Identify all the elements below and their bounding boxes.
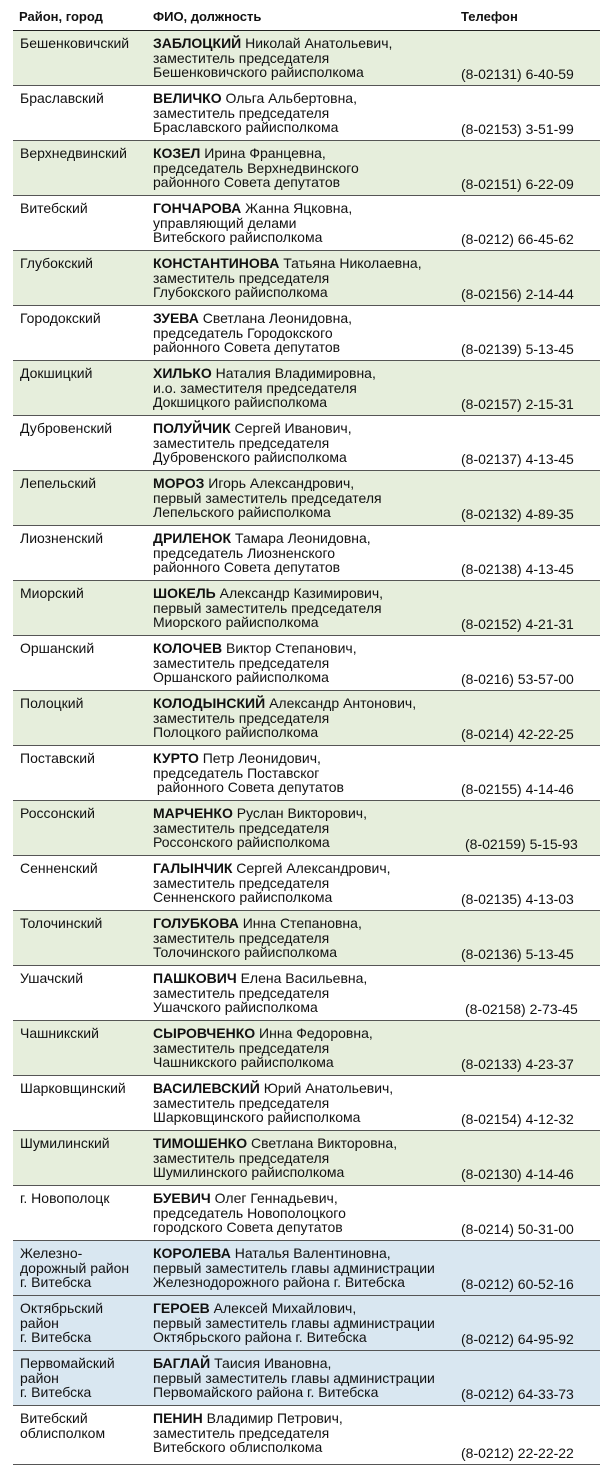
official-cell (153, 806, 483, 850)
table-row (13, 31, 600, 86)
position-line-1: заместитель председателя (153, 1039, 330, 1056)
phone-number: (8-02153) 3-51-99 (461, 120, 574, 137)
official-surname: ГЕРОЕВ (153, 1300, 210, 1316)
area-name (20, 421, 148, 436)
official-cell (153, 1081, 483, 1125)
official-surname: ГОЛУБКОВА (153, 915, 239, 931)
position-line-1: первый заместитель главы администрации (153, 1314, 435, 1331)
official-cell (153, 861, 483, 905)
area-name-line: Сенненский (20, 860, 98, 876)
phone-number: (8-02152) 4-21-31 (461, 615, 574, 632)
official-name (153, 1136, 483, 1151)
official-given-names: Светлана Викторовна, (247, 1135, 398, 1151)
position-line-1: первый заместитель главы администрации (153, 1369, 435, 1386)
table-row (13, 1351, 600, 1406)
official-cell (153, 311, 483, 355)
table-row (13, 911, 600, 966)
official-given-names: Александр Казимирович, (215, 585, 384, 601)
area-name (20, 1246, 148, 1290)
official-name (153, 1301, 483, 1316)
position-line-1: и.о. заместителя председателя (153, 379, 357, 396)
official-surname: ГАЛЫНЧИК (153, 860, 233, 876)
official-name (153, 641, 483, 656)
official-surname: ХИЛЬКО (153, 365, 212, 381)
phone-number: (8-02135) 4-13-03 (461, 890, 574, 907)
area-name-line: Глубокский (20, 255, 93, 271)
official-given-names: Светлана Леонидовна, (198, 310, 352, 326)
position-line-2: городского Совета депутатов (153, 1219, 343, 1235)
phone-number: (8-02133) 4-23-37 (461, 1055, 574, 1072)
table-row (13, 1241, 600, 1296)
official-given-names: Сергей Александрович, (232, 860, 391, 876)
official-surname: КОЛОДЫНСКИЙ (153, 695, 266, 711)
position-line-2: Россонского райисполкома (153, 834, 330, 850)
official-surname: ПАШКОВИЧ (153, 970, 237, 986)
area-name (20, 696, 148, 711)
official-given-names: Таисия Ивановна, (210, 1355, 332, 1371)
official-name (153, 586, 483, 601)
area-name (20, 1136, 148, 1151)
area-name-line: Дубровенский (20, 420, 113, 436)
area-name-line: г. Витебска (20, 1329, 92, 1345)
position-line-2: Сенненского райисполкома (153, 889, 333, 905)
phone-number: (8-02132) 4-89-35 (461, 505, 574, 522)
contacts-table (13, 0, 600, 1465)
phone-number: (8-02159) 5-15-93 (465, 835, 578, 852)
official-surname: КОНСТАНТИНОВА (153, 255, 280, 271)
position-line-1: заместитель председателя (153, 434, 330, 451)
phone-number: (8-02136) 5-13-45 (461, 945, 574, 962)
area-name-line: Поставский (20, 750, 95, 766)
official-cell (153, 91, 483, 135)
area-name-line: район (20, 1369, 59, 1386)
official-surname: ГОНЧАРОВА (153, 200, 242, 216)
table-row (13, 526, 600, 581)
official-given-names: Алексей Михайлович, (209, 1300, 357, 1316)
table-row (13, 636, 600, 691)
phone-number: (8-02130) 4-14-46 (461, 1165, 574, 1182)
area-name-line: Миорский (20, 585, 84, 601)
area-name-line: Оршанский (20, 640, 95, 656)
area-name (20, 641, 148, 656)
area-name-line: Шумилинский (20, 1135, 110, 1151)
official-given-names: Елена Васильевна, (236, 970, 368, 986)
area-name (20, 971, 148, 986)
official-surname: БУЕВИЧ (153, 1190, 211, 1206)
position-line-2: районного Совета депутатов (153, 174, 341, 190)
area-name (20, 201, 148, 216)
official-cell (153, 1246, 483, 1290)
position-line-1: председатель Лиозненского (153, 544, 336, 561)
official-name (153, 1356, 483, 1371)
official-surname: ВЕЛИЧКО (153, 90, 222, 106)
area-name (20, 1301, 148, 1345)
position-line-2: Докшицкого райисполкома (153, 394, 328, 410)
table-row (13, 86, 600, 141)
phone-number: (8-02138) 4-13-45 (461, 560, 574, 577)
official-name (153, 476, 483, 491)
official-name (153, 201, 483, 216)
official-name (153, 256, 483, 271)
phone-number: (8-02158) 2-73-45 (465, 1000, 578, 1017)
official-cell (153, 256, 483, 300)
table-row (13, 966, 600, 1021)
phone-number: (8-02156) 2-14-44 (461, 285, 574, 302)
official-cell (153, 36, 483, 80)
official-cell (153, 916, 483, 960)
official-surname: СЫРОВЧЕНКО (153, 1025, 256, 1041)
official-name (153, 1246, 483, 1261)
area-name-line: Первомайский (20, 1355, 115, 1371)
official-surname: ДРИЛЕНОК (153, 530, 232, 546)
official-cell (153, 1136, 483, 1180)
phone-number: (8-0212) 64-33-73 (461, 1385, 574, 1402)
area-name-line: Городокский (20, 310, 101, 326)
table-row (13, 141, 600, 196)
area-name-line: облисполком (20, 1424, 106, 1441)
position-line-2: Шумилинского райисполкома (153, 1164, 345, 1180)
table-row (13, 746, 600, 801)
position-line-2: Первомайского района г. Витебска (153, 1384, 379, 1400)
position-line-1: заместитель председателя (153, 1424, 330, 1441)
official-given-names: Татьяна Николаевна, (279, 255, 422, 271)
official-surname: МОРОЗ (153, 475, 205, 491)
official-cell (153, 971, 483, 1015)
position-line-2: Миорского райисполкома (153, 614, 319, 630)
official-cell (153, 421, 483, 465)
official-cell (153, 1411, 483, 1455)
position-line-2: Полоцкого райисполкома (153, 724, 319, 740)
area-name (20, 1191, 148, 1206)
official-name (153, 366, 483, 381)
area-name-line: Октябрьский (20, 1300, 104, 1316)
area-name-line: Полоцкий (20, 695, 84, 711)
official-surname: МАРЧЕНКО (153, 805, 233, 821)
position-line-2: Октябрьского района г. Витебска (153, 1329, 367, 1345)
official-name (153, 1411, 483, 1426)
official-cell (153, 1301, 483, 1345)
area-name-line: Ушачский (20, 970, 84, 986)
area-name (20, 1411, 148, 1440)
phone-number: (8-02155) 4-14-46 (461, 780, 574, 797)
position-line-1: первый заместитель главы администрации (153, 1259, 435, 1276)
position-line-2: Бешенковичского райисполкома (153, 64, 364, 80)
area-name (20, 476, 148, 491)
area-name-line: Докшицкий (20, 365, 93, 381)
table-row (13, 1076, 600, 1131)
official-name (153, 916, 483, 931)
official-given-names: Инна Федоровна, (255, 1025, 373, 1041)
table-row (13, 251, 600, 306)
official-name (153, 311, 483, 326)
official-cell (153, 1191, 483, 1235)
area-name-line: район (20, 1314, 59, 1331)
official-cell (153, 531, 483, 575)
table-row (13, 801, 600, 856)
official-surname: ТИМОШЕНКО (153, 1135, 248, 1151)
official-surname: БАГЛАЙ (153, 1355, 211, 1371)
official-given-names: Ирина Францевна, (200, 145, 326, 161)
position-line-2: Дубровенского райисполкома (153, 449, 347, 465)
area-name-line: Витебский (20, 200, 88, 216)
phone-number: (8-0214) 42-22-25 (461, 725, 574, 742)
area-name (20, 311, 148, 326)
position-line-1: заместитель председателя (153, 49, 330, 66)
official-cell (153, 201, 483, 245)
official-surname: КОРОЛЕВА (153, 1245, 231, 1261)
position-line-1: председатель Поставског (153, 764, 320, 781)
official-given-names: Тамара Леонидовна, (231, 530, 371, 546)
area-name (20, 916, 148, 931)
position-line-1: заместитель председателя (153, 819, 330, 836)
official-name (153, 1026, 483, 1041)
area-name-line: г. Витебска (20, 1274, 92, 1290)
position-line-1: председатель Верхнедвинского (153, 159, 359, 176)
official-cell (153, 641, 483, 685)
area-name (20, 91, 148, 106)
position-line-1: председатель Городокского (153, 324, 333, 341)
area-name (20, 36, 148, 51)
table-row (13, 1406, 600, 1465)
official-surname: ПЕНИН (153, 1410, 203, 1426)
table-row (13, 856, 600, 911)
header-phone: Телефон (461, 9, 518, 24)
area-name-line: Толочинский (20, 915, 103, 931)
official-name (153, 861, 483, 876)
position-line-1: заместитель председателя (153, 874, 330, 891)
position-line-1: заместитель председателя (153, 929, 330, 946)
phone-number: (8-0212) 60-52-16 (461, 1275, 574, 1292)
position-line-2: Ушачского райисполкома (153, 999, 318, 1015)
official-cell (153, 586, 483, 630)
area-name-line: Шарковщинский (20, 1080, 126, 1096)
area-name-line: Верхнедвинский (20, 145, 127, 161)
position-line-1: заместитель председателя (153, 709, 330, 726)
phone-number: (8-0212) 64-95-92 (461, 1330, 574, 1347)
official-name (153, 421, 483, 436)
official-cell (153, 696, 483, 740)
phone-number: (8-0212) 22-22-22 (461, 1444, 574, 1461)
official-given-names: Юрий Анатольевич, (259, 1080, 394, 1096)
table-row (13, 361, 600, 416)
position-line-2: районного Совета депутатов (153, 559, 341, 575)
official-cell (153, 1356, 483, 1400)
position-line-2: районного Совета депутатов (153, 339, 341, 355)
official-name (153, 971, 483, 986)
position-line-1: первый заместитель председателя (153, 489, 382, 506)
area-name-line: Лиозненский (20, 530, 104, 546)
official-name (153, 1081, 483, 1096)
official-given-names: Владимир Петрович, (202, 1410, 343, 1426)
phone-number: (8-02151) 6-22-09 (461, 175, 574, 192)
official-given-names: Руслан Викторович, (232, 805, 367, 821)
area-name-line: Витебский (20, 1410, 88, 1426)
position-line-1: заместитель председателя (153, 1149, 330, 1166)
official-surname: КУРТО (153, 750, 199, 766)
header-name: ФИО, должность (153, 9, 262, 24)
official-given-names: Игорь Александрович, (204, 475, 355, 491)
area-name (20, 1356, 148, 1400)
area-name (20, 366, 148, 381)
official-name (153, 36, 483, 51)
official-surname: ЗУЕВА (153, 310, 199, 326)
official-name (153, 696, 483, 711)
official-cell (153, 146, 483, 190)
area-name-line: Россонский (20, 805, 95, 821)
phone-number: (8-0216) 53-57-00 (461, 670, 574, 687)
official-given-names: Ольга Альбертовна, (221, 90, 357, 106)
area-name (20, 751, 148, 766)
area-name-line: г. Новополоцк (20, 1190, 110, 1206)
area-name (20, 1081, 148, 1096)
official-name (153, 1191, 483, 1206)
area-name (20, 146, 148, 161)
official-cell (153, 751, 483, 795)
position-line-1: председатель Новополоцкого (153, 1204, 346, 1221)
position-line-2: Витебского райисполкома (153, 229, 323, 245)
position-line-2: Оршанского райисполкома (153, 669, 329, 685)
official-surname: КОЗЕЛ (153, 145, 201, 161)
area-name-line: г. Витебска (20, 1384, 92, 1400)
official-name (153, 91, 483, 106)
area-name (20, 861, 148, 876)
official-cell (153, 366, 483, 410)
position-line-2: Шарковщинского райисполкома (153, 1109, 361, 1125)
area-name (20, 586, 148, 601)
position-line-2: Лепельского райисполкома (153, 504, 331, 520)
official-given-names: Виктор Степанович, (222, 640, 357, 656)
official-surname: ШОКЕЛЬ (153, 585, 216, 601)
official-given-names: Олег Геннадьевич, (210, 1190, 338, 1206)
official-given-names: Наталья Валентиновна, (230, 1245, 391, 1261)
table-row (13, 1186, 600, 1241)
position-line-1: первый заместитель председателя (153, 599, 382, 616)
official-name (153, 146, 483, 161)
area-name-line: Лепельский (20, 475, 97, 491)
position-line-1: заместитель председателя (153, 984, 330, 1001)
area-name (20, 1026, 148, 1041)
official-given-names: Жанна Яцковна, (241, 200, 353, 216)
table-row (13, 691, 600, 746)
header-area: Район, город (19, 9, 103, 24)
table-row (13, 1296, 600, 1351)
position-line-2: Железнодорожного района г. Витебска (153, 1274, 405, 1290)
phone-number: (8-02139) 5-13-45 (461, 340, 574, 357)
position-line-2: Витебского облисполкома (153, 1439, 323, 1455)
official-name (153, 531, 483, 546)
phone-number: (8-0214) 50-31-00 (461, 1220, 574, 1237)
table-body (13, 31, 600, 1465)
position-line-2: Чашникского райисполкома (153, 1054, 334, 1070)
official-surname: ЗАБЛОЦКИЙ (153, 35, 242, 51)
area-name (20, 256, 148, 271)
position-line-1: заместитель председателя (153, 104, 330, 121)
official-given-names: Сергей Иванович, (230, 420, 352, 436)
table-row (13, 306, 600, 361)
area-name-line: Браславский (20, 90, 104, 106)
table-row (13, 416, 600, 471)
official-given-names: Николай Анатольевич, (241, 35, 393, 51)
table-header (13, 0, 600, 31)
position-line-2: районного Совета депутатов (153, 779, 344, 795)
area-name (20, 531, 148, 546)
phone-number: (8-0212) 66-45-62 (461, 230, 574, 247)
area-name-line: Чашникский (20, 1025, 99, 1041)
area-name (20, 806, 148, 821)
official-given-names: Петр Леонидович, (198, 750, 321, 766)
position-line-1: заместитель председателя (153, 1094, 330, 1111)
table-row (13, 471, 600, 526)
table-row (13, 581, 600, 636)
position-line-1: заместитель председателя (153, 654, 330, 671)
phone-number: (8-02154) 4-12-32 (461, 1110, 574, 1127)
position-line-2: Толочинского райисполкома (153, 944, 338, 960)
table-row (13, 1131, 600, 1186)
official-given-names: Александр Антонович, (265, 695, 417, 711)
official-name (153, 806, 483, 821)
table-row (13, 1021, 600, 1076)
position-line-1: управляющий делами (153, 214, 297, 231)
official-surname: ПОЛУЙЧИК (153, 420, 231, 436)
position-line-2: Браславского райисполкома (153, 119, 339, 135)
area-name-line: Бешенковичский (20, 35, 130, 51)
area-name-line: дорожный район (20, 1259, 130, 1276)
official-given-names: Наталия Владимировна, (211, 365, 376, 381)
official-cell (153, 1026, 483, 1070)
official-given-names: Инна Степановна, (238, 915, 362, 931)
phone-number: (8-02131) 6-40-59 (461, 65, 574, 82)
table-row (13, 196, 600, 251)
official-surname: ВАСИЛЕВСКИЙ (153, 1080, 260, 1096)
position-line-2: Глубокского райисполкома (153, 284, 328, 300)
area-name-line: Железно- (20, 1245, 83, 1261)
phone-number: (8-02137) 4-13-45 (461, 450, 574, 467)
official-name (153, 751, 483, 766)
phone-number: (8-02157) 2-15-31 (461, 395, 574, 412)
official-cell (153, 476, 483, 520)
position-line-1: заместитель председателя (153, 269, 330, 286)
official-surname: КОЛОЧЕВ (153, 640, 223, 656)
